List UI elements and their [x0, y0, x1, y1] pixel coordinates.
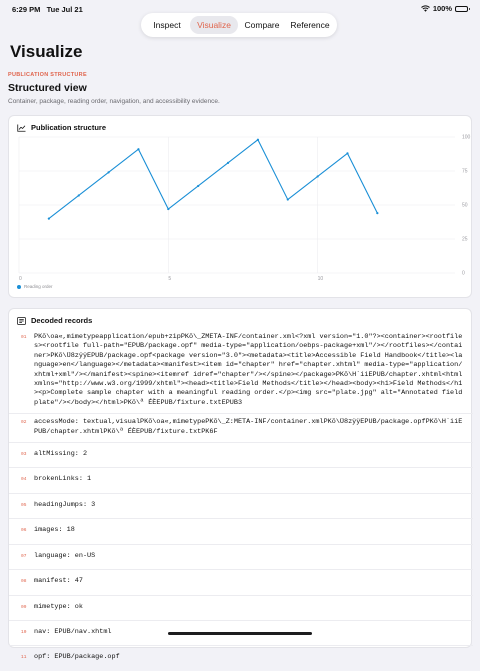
record-text: nav: EPUB/nav.xhtml	[34, 627, 112, 636]
series-line-reading-order	[49, 140, 377, 219]
publication-structure-chart	[9, 116, 473, 299]
record-row	[9, 569, 473, 594]
wifi-icon	[421, 5, 430, 12]
record-text: images: 18	[34, 526, 75, 535]
list-icon	[17, 317, 26, 325]
tab-reference[interactable]: Reference	[290, 20, 330, 30]
data-point	[287, 198, 289, 200]
records-card-title: Decoded records	[31, 316, 93, 325]
x-tick-label: 10	[317, 276, 324, 282]
status-right	[421, 4, 468, 13]
record-text: accessMode: textual,visualPKõ\oa«,mimetypePKõ\_Z:META-INF/container.xmlPKõ\Ü8zÿÿEPUB/package.opfPKõ\H`iiEPUB/chapter.xhtmlPKõ\ª ÉÈEPUB/fixture.txtPK6F	[34, 418, 463, 436]
record-number: 01	[21, 335, 27, 340]
tab-inspect[interactable]: Inspect	[153, 20, 181, 30]
data-point	[346, 152, 348, 154]
data-point	[376, 212, 378, 214]
record-row	[9, 544, 473, 569]
tab-visualize[interactable]: Visualize	[190, 16, 238, 34]
section-eyebrow: PUBLICATION STRUCTURE	[8, 72, 87, 78]
data-point	[167, 208, 169, 210]
y-tick-label: 25	[462, 236, 468, 243]
tab-compare[interactable]: Compare	[244, 20, 280, 30]
record-row	[9, 442, 473, 467]
record-text: headingJumps: 3	[34, 500, 96, 509]
record-row	[9, 413, 473, 442]
y-tick-label: 0	[462, 270, 465, 277]
home-indicator[interactable]	[168, 632, 312, 635]
status-time: 6:29 PM Tue Jul 21	[12, 5, 83, 14]
battery-percent: 100%	[432, 4, 452, 13]
record-text: language: en-US	[34, 551, 96, 560]
record-number: 05	[21, 502, 27, 508]
record-number: 02	[21, 420, 27, 426]
record-number: 11	[21, 655, 27, 661]
chart-line-icon	[17, 124, 26, 132]
legend-swatch	[17, 285, 21, 289]
x-tick-label: 5	[168, 276, 172, 282]
record-number: 08	[21, 579, 27, 585]
data-point	[227, 162, 229, 164]
data-point	[78, 194, 80, 196]
battery-icon	[455, 6, 468, 12]
record-number: 09	[21, 604, 27, 610]
records-list	[9, 329, 473, 671]
y-tick-label: 50	[462, 202, 468, 209]
data-point	[317, 175, 319, 177]
record-row	[9, 645, 473, 670]
record-row	[9, 493, 473, 518]
record-number: 07	[21, 553, 27, 559]
data-point	[48, 218, 50, 220]
record-text: altMissing: 2	[34, 450, 88, 459]
record-row	[9, 329, 473, 413]
chart-card	[8, 115, 472, 298]
y-tick-label: 100	[462, 134, 471, 141]
y-tick-label: 75	[462, 168, 468, 175]
records-card-header	[17, 316, 92, 325]
record-row	[9, 595, 473, 620]
data-point	[137, 148, 139, 150]
segmented-control	[141, 13, 337, 37]
record-number: 04	[21, 477, 27, 483]
record-number: 03	[21, 452, 27, 458]
chart-card-title: Publication structure	[31, 123, 107, 132]
page-title: Visualize	[10, 42, 83, 61]
record-text: brokenLinks: 1	[34, 475, 92, 484]
data-point	[257, 139, 259, 141]
record-text: mimetype: ok	[34, 602, 83, 611]
legend-label: Reading order	[24, 284, 53, 289]
record-text: opf: EPUB/package.opf	[34, 653, 120, 662]
record-row	[9, 467, 473, 492]
record-number: 10	[21, 629, 27, 635]
data-point	[197, 185, 199, 187]
chart-card-header	[17, 123, 106, 132]
record-row	[9, 518, 473, 543]
section-subtitle: Container, package, reading order, navigation, and accessibility evidence.	[8, 98, 220, 105]
record-number: 06	[21, 528, 27, 534]
chart-legend	[17, 284, 53, 289]
records-card	[8, 308, 472, 662]
record-text: PKõ\oa«,mimetypeapplication/epub+zipPKõ\_ZMETA-INF/container.xml<?xml version="1.0"?><container><rootfiles><rootfile full-path="EPUB/package.opf" media-type="application/oebps-package+xml"/></rootfiles></container>PKõ\Ü8zÿÿEPUB/package.opf<package version="3.0"><metadata><title>Accessible Field Handbook</title><language>en</language></metadata><manifest><item id="chapter" href="chapter.xhtml" media-type="application/xhtml+xml"/></manifest><spine><itemref idref="chapter"/></spine></package>PKõ\H`iiEPUB/chapter.xhtml<html xmlns="http://www.w3.org/1999/xhtml"><head><title>Field Methods</title></head><body><h1>Field Methods</h1><p>Complete sample chapter with a meaningful reading order.</p><img src="plate.jpg" alt="Annotated field plate"/></body></html>PKõ\ª ÉÈEPUB/fixture.txtEPUB3	[34, 333, 467, 407]
data-point	[107, 171, 109, 173]
section-title: Structured view	[8, 82, 87, 94]
x-tick-label: 0	[19, 276, 22, 282]
record-text: manifest: 47	[34, 577, 83, 586]
